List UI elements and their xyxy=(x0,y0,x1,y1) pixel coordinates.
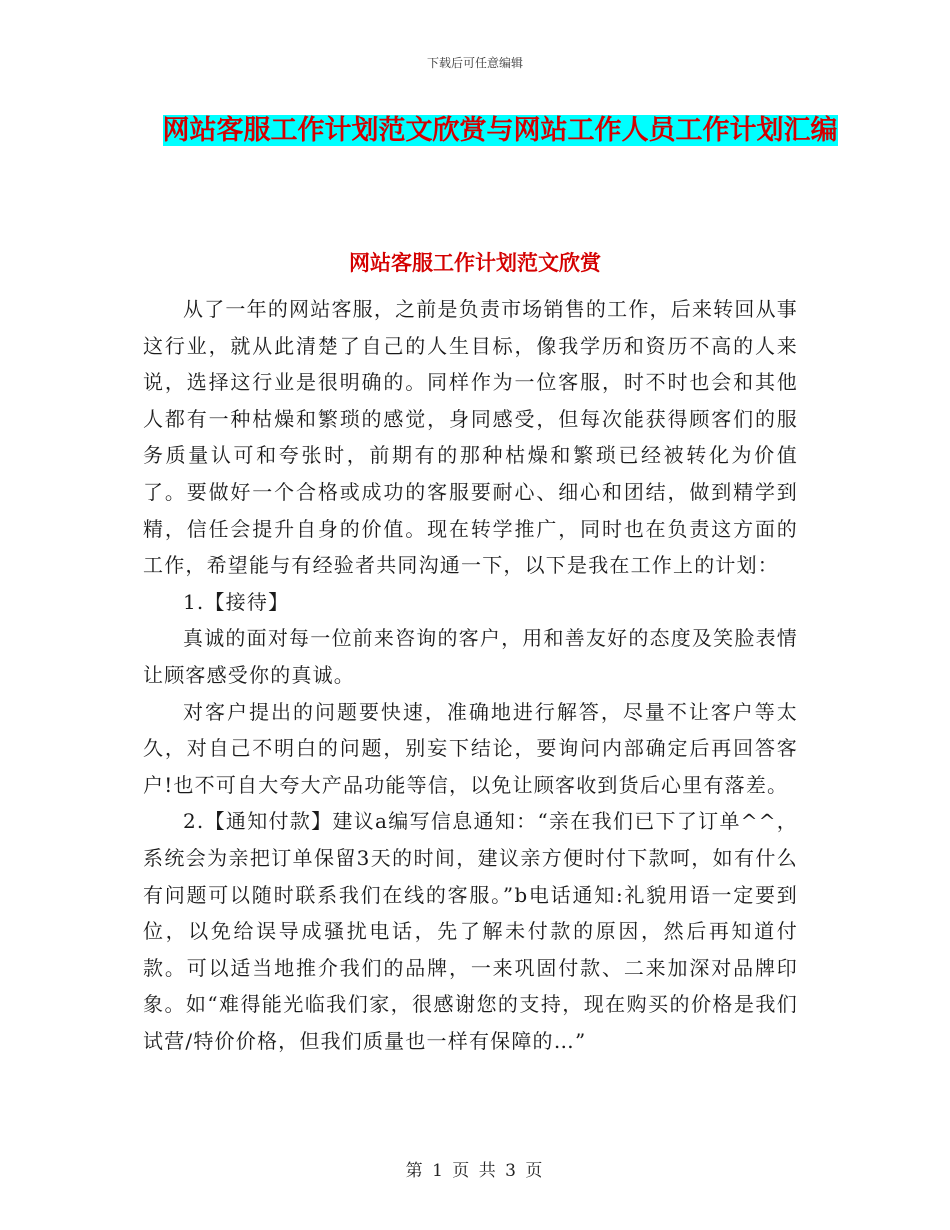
paragraph-reception-2: 对客户提出的问题要快速，准确地进行解答，尽量不让客户等太久，对自己不明白的问题，别妄下结论，要询问内部确定后再回答客户!也不可自大夸大产品功能等信，以免让顾客收到货后心里有落差。 xyxy=(143,699,798,797)
paragraph-reception-1: 真诚的面对每一位前来咨询的客户，用和善友好的态度及笑脸表情让顾客感受你的真诚。 xyxy=(143,626,798,687)
paragraph-payment-notice: 2.【通知付款】建议a编写信息通知：“亲在我们已下了订单^^，系统会为亲把订单保留3天的时间，建议亲方便时付下款呵，如有什么有问题可以随时联系我们在线的客服。”b电话通知:礼貌用语一定要到位，以免给误导成骚扰电话，先了解未付款的原因，然后再知道付款。可以适当地推介我们的品牌，一来巩固付款、二来加深对品牌印象。如“难得能光临我们家，很感谢您的支持，现在购买的价格是我们试营/特价价格，但我们质量也一样有保障的…” xyxy=(143,809,798,1053)
section-title: 网站客服工作计划范文欣赏 xyxy=(349,251,601,275)
paragraph-heading-reception: 1.【接待】 xyxy=(183,589,290,614)
paragraph-intro: 从了一年的网站客服，之前是负责市场销售的工作，后来转回从事这行业，就从此清楚了自己的人生目标，像我学历和资历不高的人来说，选择这行业是很明确的。同样作为一位客服，时不时也会和其他人都有一种枯燥和繁琐的感觉，身同感受，但每次能获得顾客们的服务质量认可和夸张时，前期有的那种枯燥和繁琐已经被转化为价值了。要做好一个合格或成功的客服要耐心、细心和团结，做到精学到精，信任会提升自身的价值。现在转学推广，同时也在负责这方面的工作，希望能与有经验者共同沟通一下，以下是我在工作上的计划： xyxy=(143,297,798,578)
page-footer: 第 1 页 共 3 页 xyxy=(405,1161,545,1181)
page-header-note: 下载后可任意编辑 xyxy=(426,56,523,70)
document-title-text: 网站客服工作计划范文欣赏与网站工作人员工作计划汇编 xyxy=(162,115,838,146)
document-title xyxy=(150,108,850,154)
document-body xyxy=(143,291,798,1059)
